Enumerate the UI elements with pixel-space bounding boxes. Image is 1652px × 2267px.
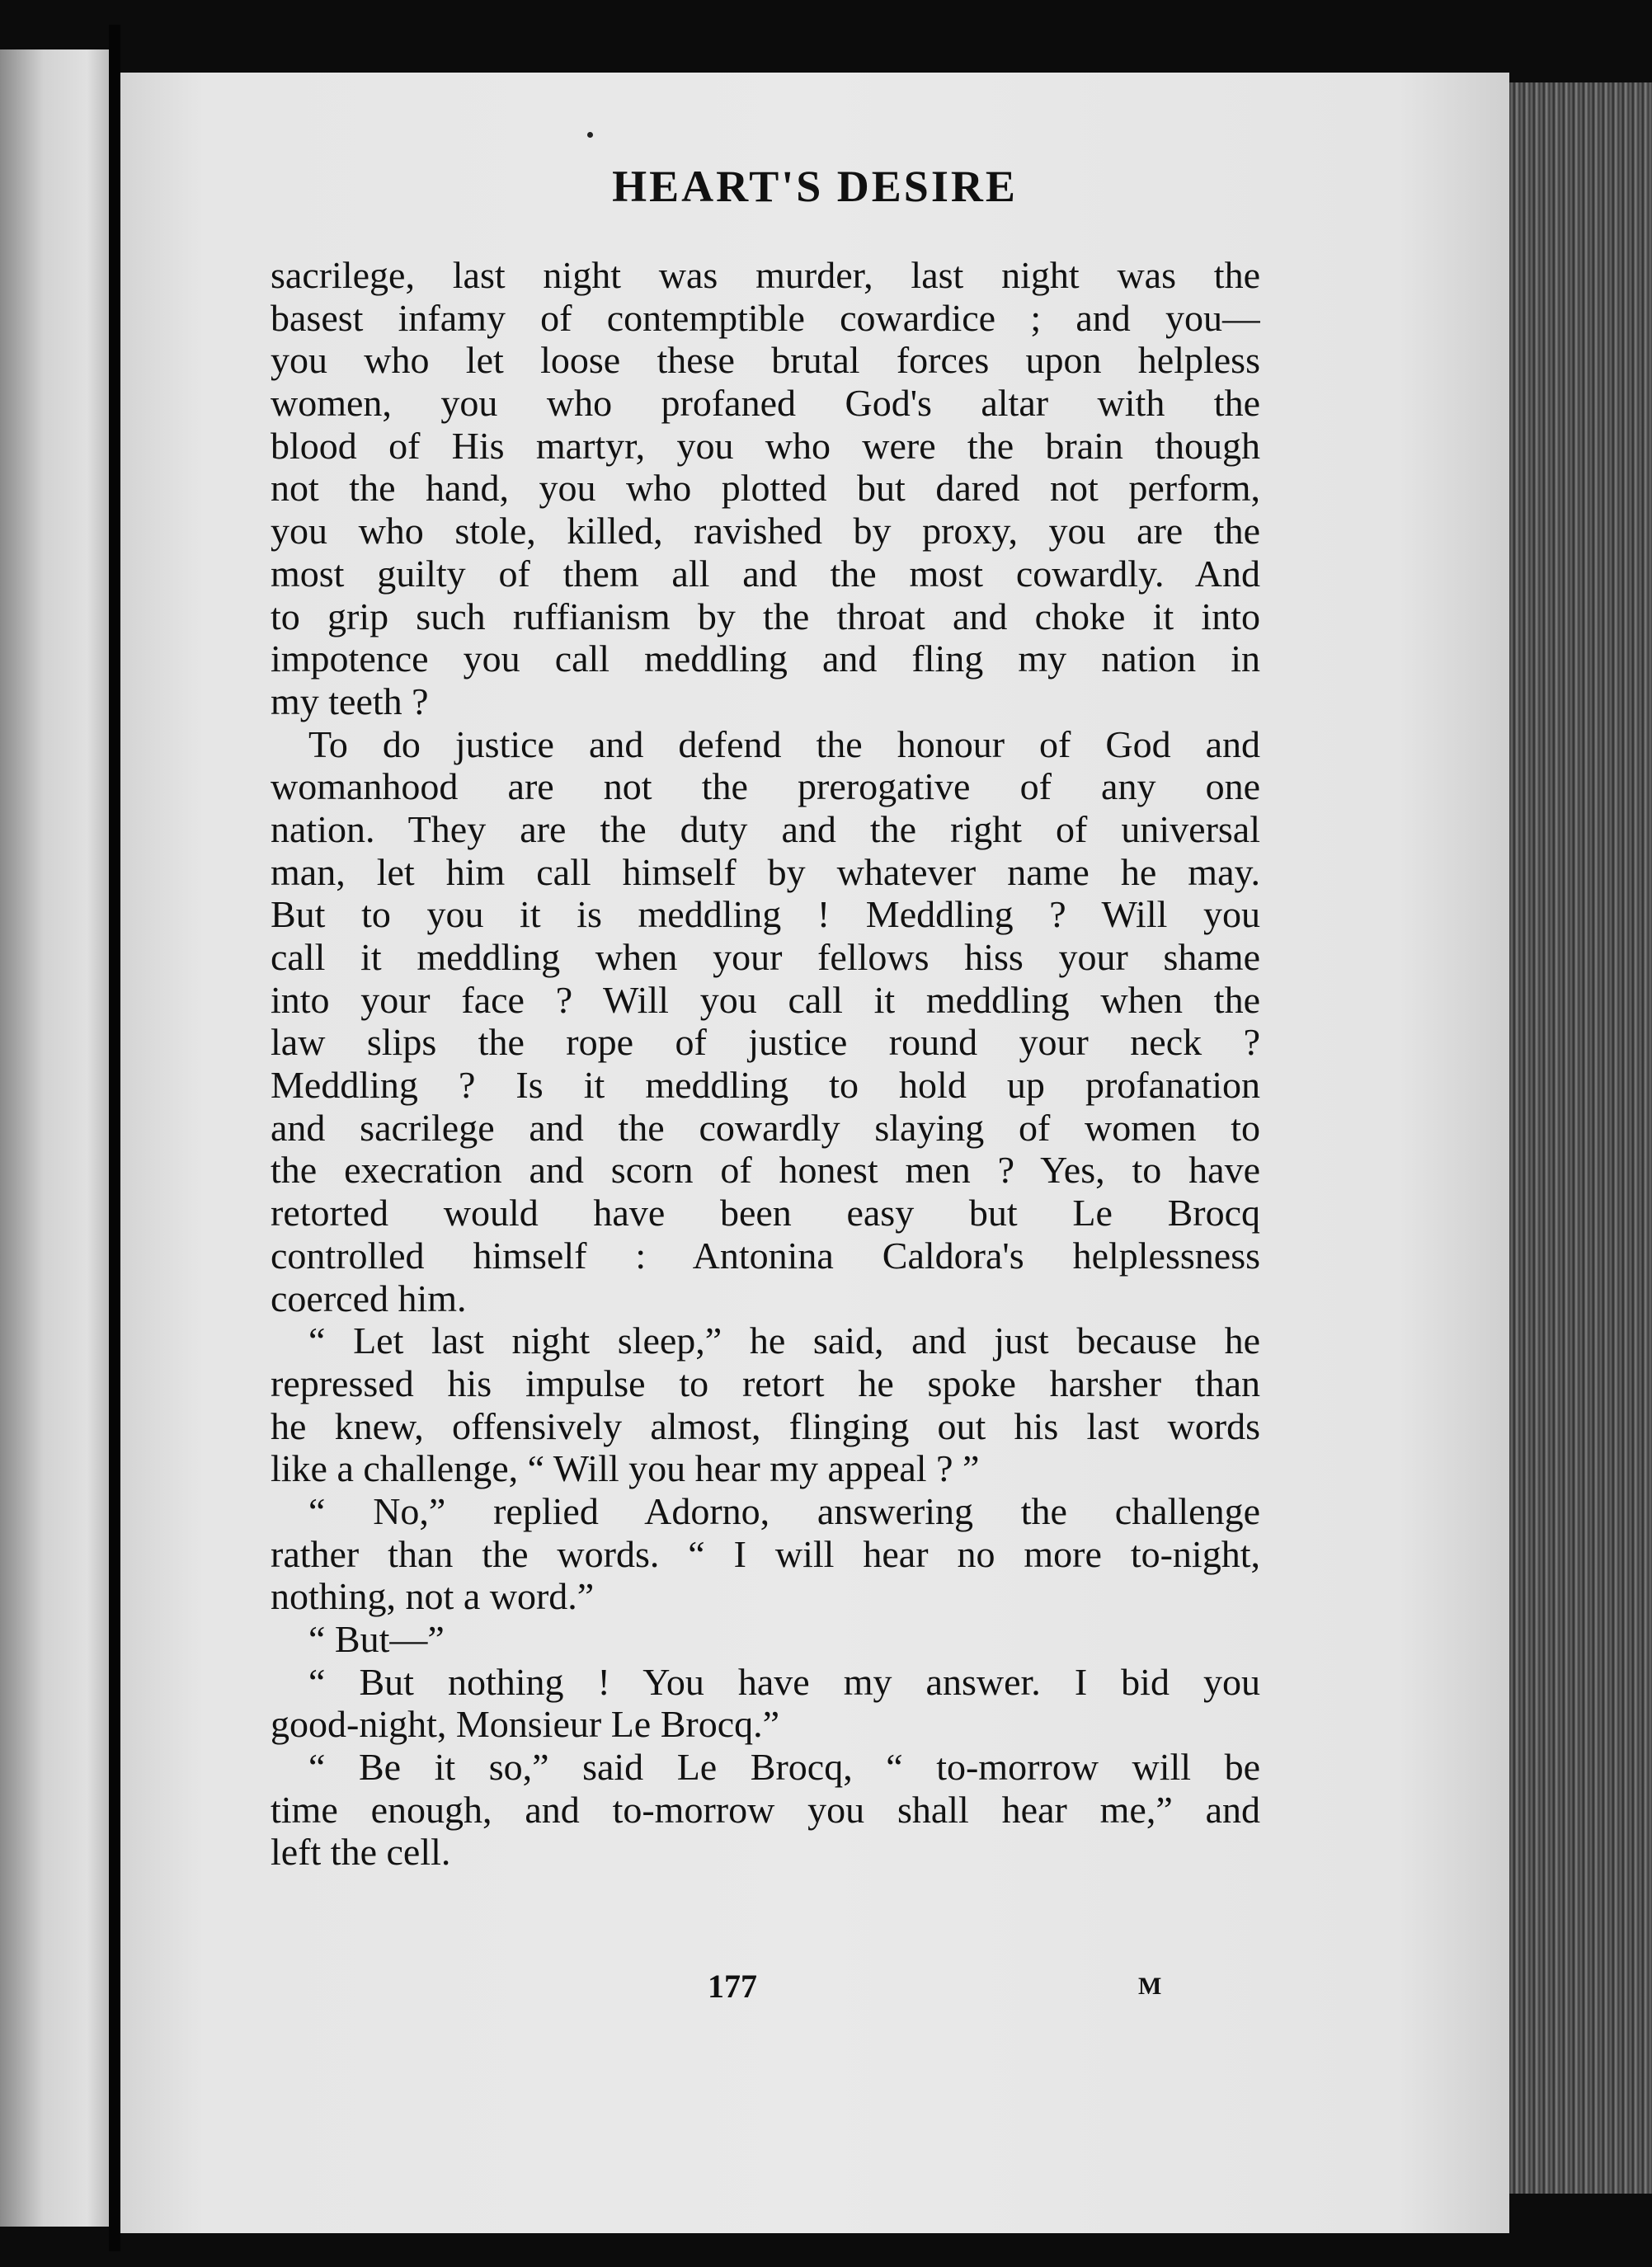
body-text xyxy=(271,254,1260,1874)
page-stack-edge xyxy=(1509,82,1652,2194)
running-head: HEART'S DESIRE xyxy=(612,162,1018,211)
text-line: to grip such ruffianism by the throat and choke it into xyxy=(271,595,1260,637)
text-line: “ Be it so,” said Le Brocq, “ to-morrow will be xyxy=(308,1746,1260,1789)
text-line: he knew, offensively almost, flinging out his last words xyxy=(271,1404,1260,1447)
text-line: blood of His martyr, you who were the brain though xyxy=(271,424,1260,467)
text-line: most guilty of them all and the most cowardly. And xyxy=(271,552,1260,595)
signature-mark: M xyxy=(1138,1973,1162,2000)
text-line: womanhood are not the prerogative of any one xyxy=(271,765,1260,808)
text-line: time enough, and to-morrow you shall hear me,” and xyxy=(271,1788,1260,1831)
text-line: nothing, not a word.” xyxy=(271,1575,595,1618)
text-line: “ But—” xyxy=(308,1618,445,1660)
text-line: the execration and scorn of honest men ? Yes, to have xyxy=(271,1149,1260,1192)
text-line: nation. They are the duty and the right of universal xyxy=(271,807,1260,850)
text-line: not the hand, you who plotted but dared not perform, xyxy=(271,467,1260,510)
text-line: “ Let last night sleep,” he said, and just because he xyxy=(308,1319,1260,1362)
text-line: repressed his impulse to retort he spoke harsher than xyxy=(271,1362,1260,1404)
text-line: you who let loose these brutal forces upon helpless xyxy=(271,339,1260,382)
text-line: impotence you call meddling and fling my nation in xyxy=(271,637,1260,680)
text-line: good-night, Monsieur Le Brocq.” xyxy=(271,1703,780,1746)
text-line: basest infamy of contemptible cowardice ; and you— xyxy=(271,296,1260,339)
text-line: sacrilege, last night was murder, last night was the xyxy=(271,254,1260,296)
text-line: left the cell. xyxy=(271,1831,451,1874)
text-line: you who stole, killed, ravished by proxy, you are the xyxy=(271,510,1260,553)
text-line: controlled himself : Antonina Caldora's helplessness xyxy=(271,1234,1260,1277)
page-number: 177 xyxy=(708,1968,757,2005)
text-line: “ But nothing ! You have my answer. I bid you xyxy=(308,1660,1260,1703)
text-line: call it meddling when your fellows hiss your shame xyxy=(271,936,1260,978)
text-line: retorted would have been easy but Le Brocq xyxy=(271,1192,1260,1235)
left-page-edge xyxy=(0,49,109,2227)
text-line: coerced him. xyxy=(271,1277,467,1319)
text-line: women, you who profaned God's altar with the xyxy=(271,382,1260,425)
text-line: rather than the words. “ I will hear no more to-night, xyxy=(271,1532,1260,1575)
text-line: into your face ? Will you call it meddling when the xyxy=(271,978,1260,1021)
ink-speck xyxy=(587,132,593,138)
text-line: “ No,” replied Adorno, answering the challenge xyxy=(308,1489,1260,1532)
text-line: To do justice and defend the honour of God and xyxy=(308,722,1260,765)
text-line: Meddling ? Is it meddling to hold up profanation xyxy=(271,1064,1260,1107)
text-line: man, let him call himself by whatever name he may. xyxy=(271,850,1260,893)
text-line: my teeth ? xyxy=(271,680,429,722)
text-line: like a challenge, “ Will you hear my appeal ? ” xyxy=(271,1447,980,1490)
text-line: law slips the rope of justice round your neck ? xyxy=(271,1021,1260,1064)
text-line: But to you it is meddling ! Meddling ? Will you xyxy=(271,893,1260,936)
book-gutter xyxy=(109,25,120,2251)
text-line: and sacrilege and the cowardly slaying of women to xyxy=(271,1106,1260,1149)
